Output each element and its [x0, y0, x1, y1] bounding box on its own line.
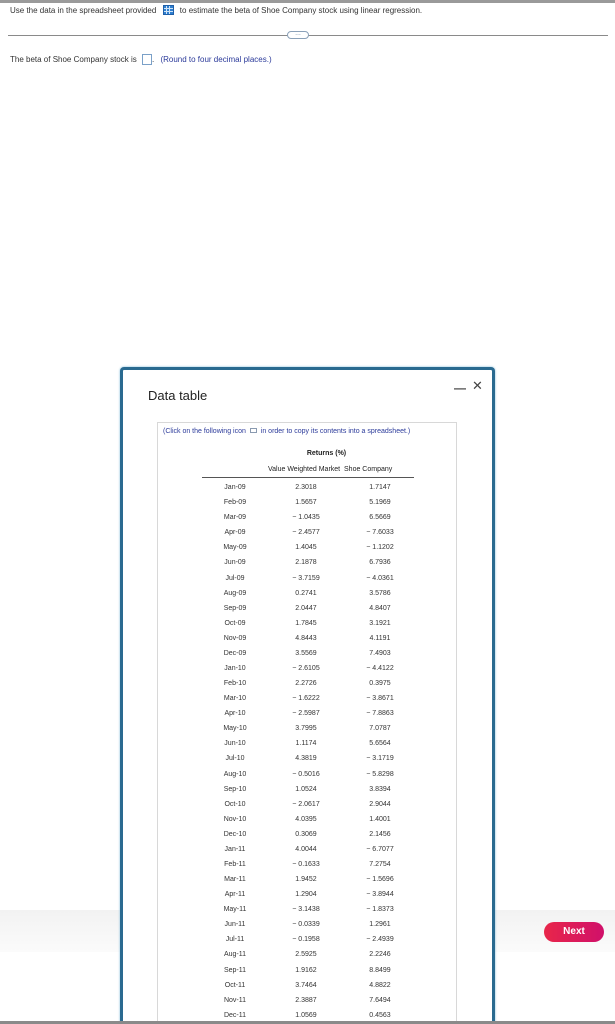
- month-cell: Nov-10: [223, 815, 247, 823]
- shoe-return-cell: 4.8407: [369, 604, 391, 612]
- top-border: [0, 0, 615, 3]
- table-row: [202, 540, 414, 555]
- table-row: [202, 616, 414, 631]
- market-return-cell: − 2.5987: [292, 710, 320, 718]
- shoe-return-cell: 3.1921: [369, 619, 391, 627]
- beta-answer-input[interactable]: [142, 54, 155, 65]
- month-cell: Jun-11: [224, 921, 246, 929]
- shoe-return-cell: − 5.8298: [366, 770, 394, 778]
- month-cell: Nov-09: [223, 634, 247, 642]
- month-cell: Feb-09: [223, 499, 247, 507]
- shoe-return-cell: − 6.7077: [366, 845, 394, 853]
- market-return-cell: 1.0569: [295, 1011, 317, 1019]
- month-cell: Apr-10: [224, 710, 246, 718]
- table-row: [202, 842, 414, 857]
- shoe-return-cell: 0.4563: [369, 1011, 391, 1019]
- shoe-return-cell: − 4.4122: [366, 664, 394, 672]
- shoe-return-cell: 5.1969: [369, 499, 391, 507]
- table-row: [202, 495, 414, 510]
- table-row: [202, 797, 414, 812]
- table-row: [202, 570, 414, 585]
- dialog-title: Data table: [148, 388, 208, 403]
- shoe-return-cell: − 2.4939: [366, 936, 394, 944]
- table-row: [202, 736, 414, 751]
- market-return-cell: 2.1878: [295, 559, 317, 567]
- table-row: [202, 782, 414, 797]
- close-icon[interactable]: ✕: [472, 378, 483, 393]
- copy-to-spreadsheet-icon[interactable]: [250, 428, 257, 433]
- question-text-start: Use the data in the spreadsheet provided: [10, 6, 157, 15]
- copy-note: [163, 428, 410, 435]
- month-cell: Oct-10: [224, 800, 246, 808]
- market-return-cell: 2.3018: [295, 484, 317, 492]
- market-return-cell: 1.5657: [295, 499, 317, 507]
- shoe-return-cell: 2.2246: [369, 951, 391, 959]
- month-cell: Sep-10: [223, 785, 247, 793]
- shoe-return-cell: − 3.1719: [366, 755, 394, 763]
- month-cell: Aug-10: [223, 770, 247, 778]
- market-return-cell: 1.7845: [295, 619, 317, 627]
- market-return-cell: 4.0395: [295, 815, 317, 823]
- market-return-cell: 1.4045: [295, 544, 317, 552]
- month-cell: Sep-11: [223, 966, 247, 974]
- month-cell: Jun-09: [224, 559, 246, 567]
- month-cell: Nov-11: [223, 996, 247, 1004]
- rounding-hint: (Round to four decimal places.): [160, 55, 272, 64]
- market-return-cell: 2.3887: [295, 996, 317, 1004]
- month-cell: Mar-10: [223, 695, 247, 703]
- shoe-return-cell: − 1.1202: [366, 544, 394, 552]
- month-cell: Sep-09: [223, 604, 247, 612]
- shoe-return-cell: 7.6494: [369, 996, 391, 1004]
- shoe-return-cell: 7.2754: [369, 860, 391, 868]
- table-row: [202, 827, 414, 842]
- shoe-return-cell: 3.5786: [369, 589, 391, 597]
- market-return-cell: 0.3069: [295, 830, 317, 838]
- month-cell: Jan-09: [224, 484, 246, 492]
- month-cell: May-10: [223, 725, 247, 733]
- month-cell: Aug-11: [223, 951, 247, 959]
- market-return-cell: − 0.0339: [292, 921, 320, 929]
- market-return-cell: 1.0524: [295, 785, 317, 793]
- market-return-cell: − 3.1438: [292, 906, 320, 914]
- market-return-cell: 4.0044: [295, 845, 317, 853]
- month-cell: Jan-11: [224, 845, 246, 853]
- market-return-cell: − 2.6105: [292, 664, 320, 672]
- shoe-return-cell: 0.3975: [369, 680, 391, 688]
- month-cell: Oct-09: [224, 619, 246, 627]
- table-row: [202, 947, 414, 962]
- market-return-cell: 2.2726: [295, 680, 317, 688]
- shoe-return-cell: 7.0787: [369, 725, 391, 733]
- market-return-cell: − 0.5016: [292, 770, 320, 778]
- table-row: [202, 857, 414, 872]
- table-row: [202, 751, 414, 766]
- market-return-cell: 2.5925: [295, 951, 317, 959]
- table-row: [202, 872, 414, 887]
- shoe-return-cell: − 1.8373: [366, 906, 394, 914]
- copy-note-end: in order to copy its contents into a spreadsheet.): [260, 428, 411, 435]
- table-row: [202, 691, 414, 706]
- market-return-cell: − 3.7159: [292, 574, 320, 582]
- shoe-return-cell: 1.7147: [369, 484, 391, 492]
- market-return-cell: − 0.1958: [292, 936, 320, 944]
- table-row: [202, 555, 414, 570]
- shoe-return-cell: 6.5669: [369, 514, 391, 522]
- question-text: [10, 5, 422, 15]
- next-button[interactable]: Next: [544, 922, 604, 942]
- data-table-panel: [157, 422, 457, 1024]
- shoe-return-cell: 7.4903: [369, 649, 391, 657]
- market-return-cell: 1.2904: [295, 891, 317, 899]
- market-return-cell: − 1.6222: [292, 695, 320, 703]
- table-row: [202, 480, 414, 495]
- answer-suffix: .: [151, 55, 155, 64]
- shoe-return-cell: − 3.8671: [366, 695, 394, 703]
- month-cell: Oct-11: [224, 981, 246, 989]
- month-cell: Feb-10: [223, 680, 247, 688]
- month-cell: Mar-11: [224, 876, 246, 884]
- expand-button[interactable]: …: [287, 31, 309, 39]
- shoe-return-cell: 3.8394: [369, 785, 391, 793]
- table-row: [202, 706, 414, 721]
- month-cell: Jan-10: [224, 664, 246, 672]
- market-return-cell: 3.5569: [295, 649, 317, 657]
- month-cell: Jul-10: [225, 755, 245, 763]
- answer-prefix: The beta of Shoe Company stock is: [10, 55, 137, 64]
- market-return-cell: 4.3819: [295, 755, 317, 763]
- shoe-return-cell: 4.8822: [369, 981, 391, 989]
- month-cell: May-11: [223, 906, 247, 914]
- table-row: [202, 932, 414, 947]
- shoe-return-cell: − 7.6033: [366, 529, 394, 537]
- answer-line: [10, 54, 272, 65]
- market-return-cell: − 0.1633: [292, 860, 320, 868]
- month-cell: Apr-11: [224, 891, 246, 899]
- market-return-cell: 0.2741: [295, 589, 317, 597]
- returns-header: Returns (%): [306, 450, 347, 457]
- table-row: [202, 721, 414, 736]
- market-return-cell: 2.0447: [295, 604, 317, 612]
- shoe-return-cell: 2.9044: [369, 800, 391, 808]
- market-return-cell: − 2.0617: [292, 800, 320, 808]
- market-return-cell: − 2.4577: [292, 529, 320, 537]
- shoe-return-cell: 1.4001: [369, 815, 391, 823]
- market-return-cell: 3.7464: [295, 981, 317, 989]
- shoe-return-cell: − 4.0361: [366, 574, 394, 582]
- month-cell: Dec-09: [223, 649, 247, 657]
- table-row: [202, 525, 414, 540]
- market-return-cell: 4.8443: [295, 634, 317, 642]
- table-row: [202, 510, 414, 525]
- table-row: [202, 676, 414, 691]
- month-cell: Apr-09: [224, 529, 246, 537]
- shoe-return-cell: 5.6564: [369, 740, 391, 748]
- table-row: [202, 917, 414, 932]
- month-cell: Feb-11: [224, 860, 246, 868]
- table-row: [202, 601, 414, 616]
- month-cell: Mar-09: [223, 514, 247, 522]
- returns-table-body: [202, 480, 414, 1023]
- data-table-dialog: [120, 367, 495, 1024]
- column-header-shoe: Shoe Company: [344, 466, 393, 473]
- question-text-end: to estimate the beta of Shoe Company stock using linear regression.: [179, 6, 423, 15]
- table-row: [202, 887, 414, 902]
- month-cell: Aug-09: [223, 589, 247, 597]
- month-cell: May-09: [223, 544, 247, 552]
- market-return-cell: 1.9452: [295, 876, 317, 884]
- table-header-rule: [202, 477, 414, 478]
- shoe-return-cell: − 3.8944: [366, 891, 394, 899]
- market-return-cell: 3.7995: [295, 725, 317, 733]
- month-cell: Dec-10: [223, 830, 247, 838]
- shoe-return-cell: 8.8499: [369, 966, 391, 974]
- table-row: [202, 978, 414, 993]
- table-row: [202, 586, 414, 601]
- minimize-icon[interactable]: —: [454, 381, 466, 395]
- shoe-return-cell: 6.7936: [369, 559, 391, 567]
- table-row: [202, 631, 414, 646]
- shoe-return-cell: − 1.5696: [366, 876, 394, 884]
- table-row: [202, 963, 414, 978]
- spreadsheet-icon[interactable]: [163, 5, 174, 15]
- column-header-market: Value Weighted Market: [268, 466, 341, 473]
- shoe-return-cell: 2.1456: [369, 830, 391, 838]
- shoe-return-cell: 1.2961: [369, 921, 391, 929]
- market-return-cell: 1.9162: [295, 966, 317, 974]
- table-row: [202, 812, 414, 827]
- column-headers: [268, 466, 392, 473]
- table-row: [202, 766, 414, 781]
- table-row: [202, 902, 414, 917]
- shoe-return-cell: − 7.8863: [366, 710, 394, 718]
- market-return-cell: − 1.0435: [292, 514, 320, 522]
- market-return-cell: 1.1174: [295, 740, 317, 748]
- copy-note-start: (Click on the following icon: [163, 428, 246, 435]
- month-cell: Dec-11: [223, 1011, 247, 1019]
- shoe-return-cell: 4.1191: [369, 634, 391, 642]
- month-cell: Jul-11: [225, 936, 245, 944]
- table-row: [202, 646, 414, 661]
- table-row: [202, 661, 414, 676]
- table-row: [202, 993, 414, 1008]
- month-cell: Jul-09: [225, 574, 245, 582]
- month-cell: Jun-10: [224, 740, 246, 748]
